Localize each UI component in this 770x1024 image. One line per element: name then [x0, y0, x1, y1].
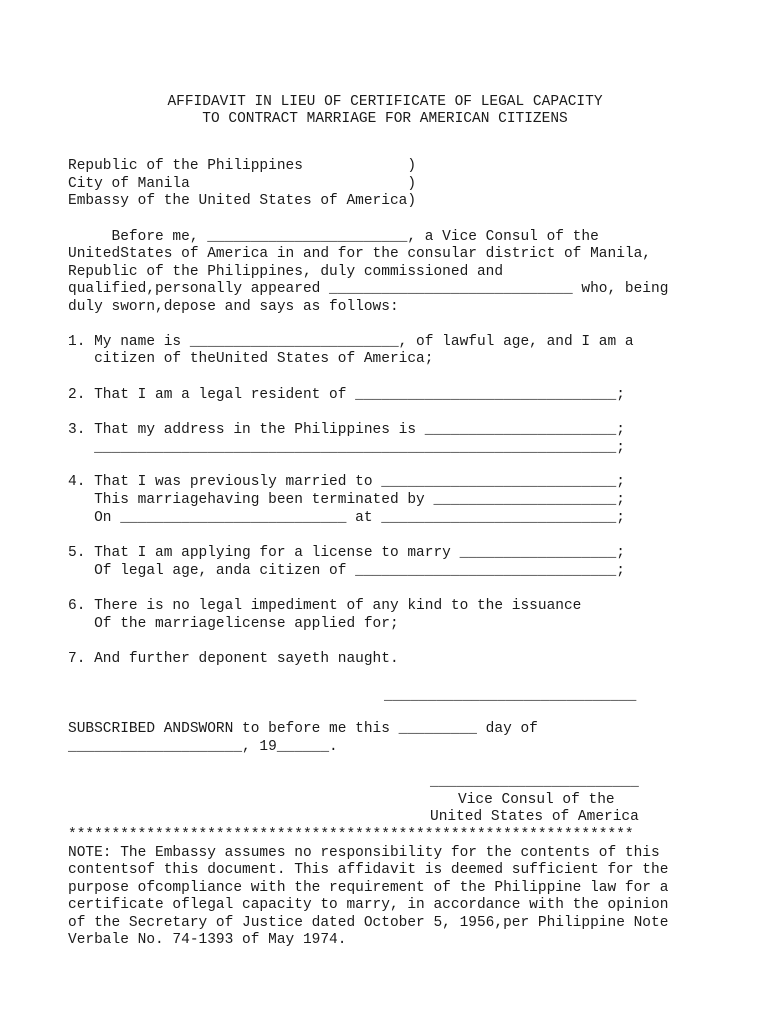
intro-line-3: Republic of the Philippines, duly commissioned and: [68, 264, 504, 280]
consul-signature-line: ________________________: [430, 774, 639, 790]
item-2-line-1: 2. That I am a legal resident of ______________________________;: [68, 387, 625, 403]
intro-line-1: Before me, _______________________, a Vice Consul of the: [68, 229, 599, 245]
venue-line-2: City of Manila ): [68, 176, 417, 192]
item-6-line-2: Of the marriagelicense applied for;: [68, 616, 399, 632]
intro-line-4: qualified,personally appeared ____________________________ who, being: [68, 281, 669, 297]
item-1-line-1: 1. My name is ________________________, of lawful age, and I am a: [68, 334, 634, 350]
deponent-signature-line: _____________________________: [384, 688, 637, 704]
item-4-line-1: 4. That I was previously married to ___________________________;: [68, 474, 625, 490]
subscribed-line-1: SUBSCRIBED ANDSWORN to before me this _________ day of: [68, 721, 538, 737]
intro-line-2: UnitedStates of America in and for the consular district of Manila,: [68, 246, 651, 262]
note-line-6: Verbale No. 74-1393 of May 1974.: [68, 932, 347, 948]
item-3-line-2: ____________________________________________________________;: [68, 440, 625, 456]
asterisk-divider: *****************************************************************: [68, 827, 634, 843]
item-1-line-2: citizen of theUnited States of America;: [68, 351, 434, 367]
item-6-line-1: 6. There is no legal impediment of any kind to the issuance: [68, 598, 582, 614]
venue-line-1: Republic of the Philippines ): [68, 158, 417, 174]
consul-title-line-1: Vice Consul of the: [458, 792, 615, 808]
item-4-line-3: On __________________________ at ___________________________;: [68, 510, 625, 526]
consul-title-line-2: United States of America: [430, 809, 639, 825]
note-line-4: certificate oflegal capacity to marry, in accordance with the opinion: [68, 897, 669, 913]
intro-line-5: duly sworn,depose and says as follows:: [68, 299, 399, 315]
document-title-line-2: TO CONTRACT MARRIAGE FOR AMERICAN CITIZENS: [202, 111, 568, 127]
item-7-line-1: 7. And further deponent sayeth naught.: [68, 651, 399, 667]
item-3-line-1: 3. That my address in the Philippines is ______________________;: [68, 422, 625, 438]
document-title-line-1: AFFIDAVIT IN LIEU OF CERTIFICATE OF LEGAL CAPACITY: [167, 94, 603, 110]
note-line-2: contentsof this document. This affidavit is deemed sufficient for the: [68, 862, 669, 878]
item-5-line-2: Of legal age, anda citizen of ______________________________;: [68, 563, 625, 579]
note-line-1: NOTE: The Embassy assumes no responsibility for the contents of this: [68, 845, 660, 861]
note-line-5: of the Secretary of Justice dated October 5, 1956,per Philippine Note: [68, 915, 669, 931]
subscribed-line-2: ____________________, 19______.: [68, 739, 338, 755]
item-5-line-1: 5. That I am applying for a license to marry __________________;: [68, 545, 625, 561]
note-line-3: purpose ofcompliance with the requirement of the Philippine law for a: [68, 880, 669, 896]
item-4-line-2: This marriagehaving been terminated by _____________________;: [68, 492, 625, 508]
venue-line-3: Embassy of the United States of America): [68, 193, 417, 209]
